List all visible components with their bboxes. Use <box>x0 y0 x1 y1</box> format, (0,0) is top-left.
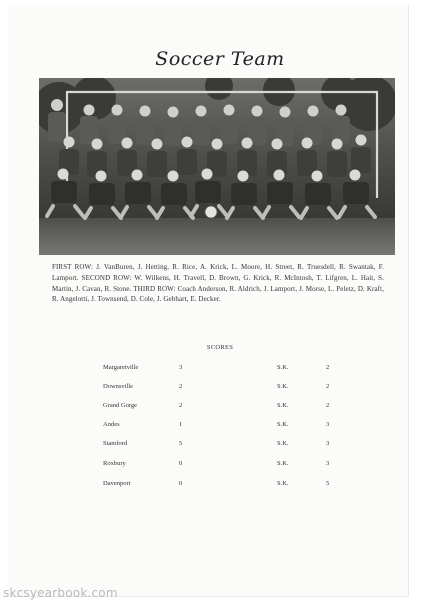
team-score: 3 <box>326 421 330 428</box>
team-name: S.K. <box>277 383 289 390</box>
team-score: 5 <box>326 480 330 487</box>
team-score: 2 <box>326 402 330 409</box>
soccer-ball-icon <box>205 206 217 218</box>
score-row <box>0 402 440 412</box>
team-name: S.K. <box>277 421 289 428</box>
page-title: Soccer Team <box>155 48 285 70</box>
score-row <box>0 460 440 470</box>
team-photo-image <box>39 78 395 255</box>
opponent-name: Andes <box>103 421 120 428</box>
scores-heading: SCORES <box>206 344 234 351</box>
photo-caption: FIRST ROW: J. VanBuren, J. Hetting, R. Rice, A. Krick, L. Moore, H. Street, R. Truesdell, R. Swantak, F. Lamport. SECOND ROW: W. Wilkens, H. Travell, D. Brown, G. Krick, R. McIntosh, T. Lifgren, L. Hait, S. Martin, J. Cavan, R. Stone. THIRD ROW: Coach Anderson, R. Aldrich, J. Lamport, J. Morse, L. Peletz, D. Kraft, R. Angelotti, J. Townsend, D. Cole, J. Gebhart, E. Decker. <box>52 263 384 304</box>
opponent-score: 3 <box>179 364 183 371</box>
opponent-score: 2 <box>179 402 183 409</box>
opponent-name: Margaretville <box>103 364 139 371</box>
team-name: S.K. <box>277 460 289 467</box>
team-photo <box>39 78 395 255</box>
score-row <box>0 364 440 374</box>
opponent-score: 2 <box>179 383 183 390</box>
opponent-name: Davenport <box>103 480 131 487</box>
score-row <box>0 440 440 450</box>
opponent-name: Downsville <box>103 383 133 390</box>
team-name: S.K. <box>277 440 289 447</box>
opponent-score: 0 <box>179 460 183 467</box>
opponent-name: Grand Gorge <box>103 402 137 409</box>
opponent-name: Stamford <box>103 440 128 447</box>
team-name: S.K. <box>277 480 289 487</box>
score-row <box>0 421 440 431</box>
score-row <box>0 383 440 393</box>
team-name: S.K. <box>277 364 289 371</box>
team-score: 3 <box>326 460 330 467</box>
opponent-score: 5 <box>179 440 183 447</box>
opponent-score: 1 <box>179 421 183 428</box>
team-score: 3 <box>326 440 330 447</box>
team-score: 2 <box>326 383 330 390</box>
opponent-name: Roxbury <box>103 460 126 467</box>
team-score: 2 <box>326 364 330 371</box>
site-watermark: skcsyearbook.com <box>3 586 118 600</box>
opponent-score: 0 <box>179 480 183 487</box>
score-row <box>0 480 440 490</box>
team-name: S.K. <box>277 402 289 409</box>
